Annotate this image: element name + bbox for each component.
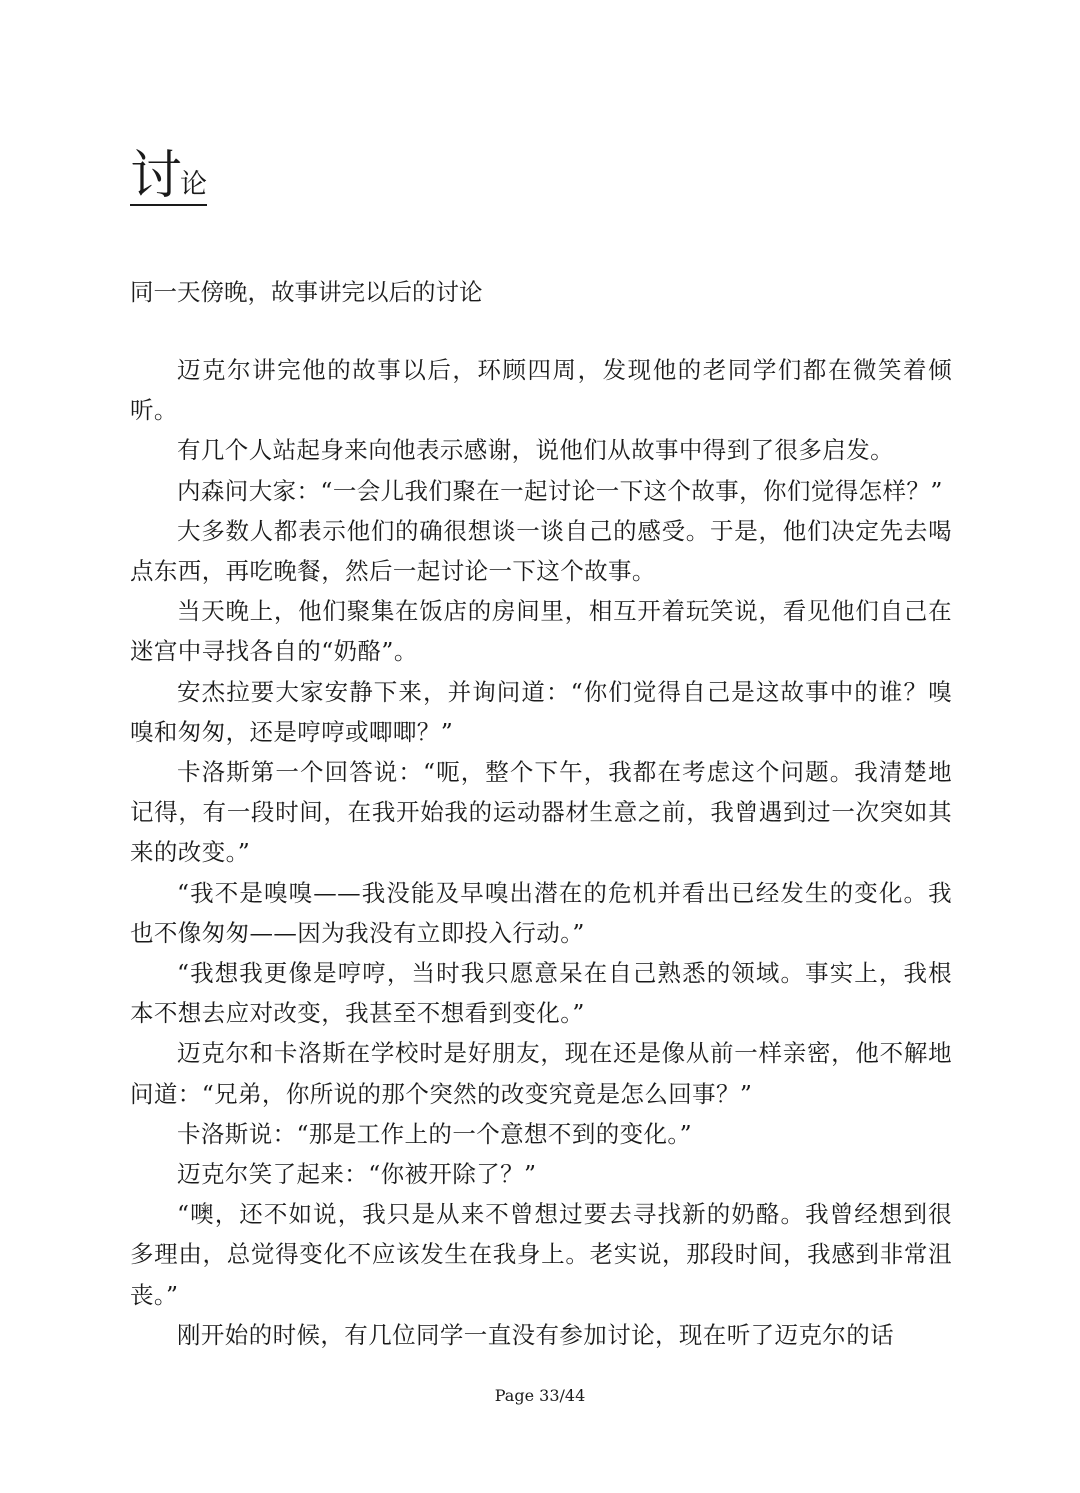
paragraph: 当天晚上，他们聚集在饭店的房间里，相互开着玩笑说，看见他们自己在迷宫中寻找各自的“奶酪”。 xyxy=(130,597,952,666)
paragraph: 大多数人都表示他们的确很想谈一谈自己的感受。于是，他们决定先去喝点东西，再吃晚餐，然后一起讨论一下这个故事。 xyxy=(130,516,952,586)
paragraph: 卡洛斯说：“那是工作上的一个意想不到的变化。” xyxy=(177,1119,692,1148)
paragraph: 迈克尔笑了起来：“你被开除了？” xyxy=(177,1160,537,1189)
paragraph: 有几个人站起身来向他表示感谢，说他们从故事中得到了很多启发。 xyxy=(177,436,894,465)
section-subtitle: 同一天傍晚，故事讲完以后的讨论 xyxy=(130,278,483,306)
paragraph: 内森问大家：“一会儿我们聚在一起讨论一下这个故事，你们觉得怎样？” xyxy=(177,476,943,505)
chapter-heading xyxy=(130,146,208,206)
chapter-heading-large-char: 讨 xyxy=(130,146,181,206)
paragraph: “我想我更像是哼哼，当时我只愿意呆在自己熟悉的领域。事实上，我根本不想去应对改变，我甚至不想看到变化。” xyxy=(130,959,952,1028)
paragraph: 迈克尔讲完他的故事以后，环顾四周，发现他的老同学们都在微笑着倾听。 xyxy=(130,356,952,425)
body-text xyxy=(130,350,952,1355)
paragraph: 卡洛斯第一个回答说：“呃，整个下午，我都在考虑这个问题。我清楚地记得，有一段时间，在我开始我的运动器材生意之前，我曾遇到过一次突如其来的改变。” xyxy=(130,758,952,867)
paragraph: 刚开始的时候，有几位同学一直没有参加讨论，现在听了迈克尔的话 xyxy=(177,1320,894,1349)
paragraph: “噢，还不如说，我只是从来不曾想过要去寻找新的奶酪。我曾经想到很多理由，总觉得变化不应该发生在我身上。老实说，那段时间，我感到非常沮丧。” xyxy=(130,1200,952,1309)
paragraph: 迈克尔和卡洛斯在学校时是好朋友，现在还是像从前一样亲密，他不解地问道：“兄弟，你所说的那个突然的改变究竟是怎么回事？” xyxy=(130,1039,952,1108)
paragraph: “我不是嗅嗅——我没能及早嗅出潜在的危机并看出已经发生的变化。我也不像匆匆——因为我没有立即投入行动。” xyxy=(130,878,952,947)
page-number: Page 33/44 xyxy=(494,1386,586,1405)
paragraph: 安杰拉要大家安静下来，并询问道：“你们觉得自己是这故事中的谁？嗅嗅和匆匆，还是哼哼或唧唧？” xyxy=(130,677,952,746)
chapter-heading-small-char: 论 xyxy=(180,169,208,200)
